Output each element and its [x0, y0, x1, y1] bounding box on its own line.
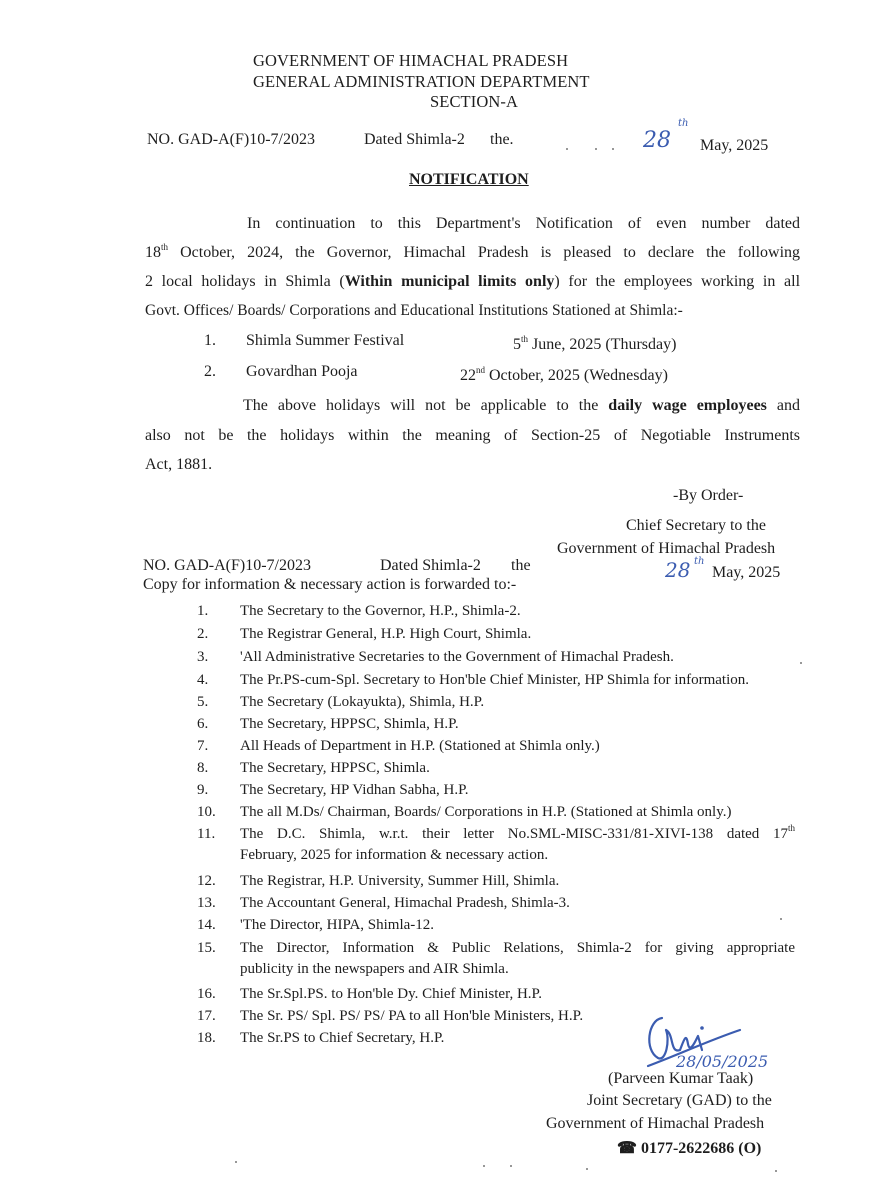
body-p1-line4: Govt. Offices/ Boards/ Corporations and Educational Institutions Stationed at Shimla:- — [145, 302, 683, 319]
copy-item-14: 14. 'The Director, HIPA, Shimla-12. — [197, 917, 435, 933]
copy-item-5: 5. The Secretary (Lokayukta), Shimla, H.P. — [197, 694, 485, 710]
signatory-government: Government of Himachal Pradesh — [546, 1115, 765, 1132]
holiday-1-date: 5th June, 2025 (Thursday) — [513, 334, 677, 353]
reference-dated: Dated Shimla-2 — [364, 131, 465, 148]
copy-item-11-line1: The D.C. Shimla, w.r.t. their letter No.SML-MISC-331/81-XIVI-138 dated 17th — [240, 823, 795, 842]
header-government: GOVERNMENT OF HIMACHAL PRADESH — [253, 51, 569, 70]
holiday-2-date: 22nd October, 2025 (Wednesday) — [460, 365, 668, 384]
copy-item-4: 4. The Pr.PS-cum-Spl. Secretary to Hon'ble Chief Minister, HP Shimla for information. — [197, 672, 749, 688]
copy-item-12: 12. The Registrar, H.P. University, Summer Hill, Shimla. — [197, 873, 560, 889]
copy-intro: Copy for information & necessary action is forwarded to:- — [143, 576, 517, 593]
copy-item-9: 9. The Secretary, HP Vidhan Sabha, H.P. — [197, 782, 469, 798]
telephone-icon: ☎ — [617, 1140, 637, 1157]
holiday-1-name: Shimla Summer Festival — [246, 332, 405, 349]
copy-month-year: May, 2025 — [712, 564, 781, 581]
holiday-2-name: Govardhan Pooja — [246, 363, 358, 380]
body-p2-line2: also not be the holidays within the meaning of Section-25 of Negotiable Instruments — [145, 427, 800, 444]
signatory-phone: ☎ 0177-2622686 (O) — [617, 1140, 762, 1157]
order-designation: Chief Secretary to the — [626, 517, 766, 534]
handwritten-date-day: 28 — [643, 128, 671, 153]
signatory-name: (Parveen Kumar Taak) — [608, 1070, 754, 1087]
copy-item-1: 1. The Secretary to the Governor, H.P., Shimla-2. — [197, 603, 521, 619]
body-p2-line3: Act, 1881. — [145, 456, 213, 473]
copy-item-8: 8. The Secretary, HPPSC, Shimla. — [197, 760, 430, 776]
copy-item-10: 10. The all M.Ds/ Chairman, Boards/ Corporations in H.P. (Stationed at Shimla only.) — [197, 804, 732, 820]
copy-item-15-line2: publicity in the newspapers and AIR Shimla. — [240, 961, 509, 977]
holiday-2-num: 2. — [204, 363, 216, 380]
copy-item-11: 11. The D.C. Shimla, w.r.t. their letter No.SML-MISC-331/81-XIVI-138 dated 17th February, 2025 for information & necessary action. — [197, 823, 795, 863]
signature-date: 28/05/2025 — [676, 1052, 769, 1071]
body-p1-line1: In continuation to this Department's Notification of even number dated — [247, 215, 800, 232]
copy-handwritten-suffix: th — [694, 556, 705, 567]
copy-item-7: 7. All Heads of Department in H.P. (Stationed at Shimla only.) — [197, 738, 600, 754]
order-government: Government of Himachal Pradesh — [557, 540, 776, 557]
holiday-1-num: 1. — [204, 332, 216, 349]
reference-month-year: May, 2025 — [700, 137, 769, 154]
by-order: -By Order- — [673, 487, 744, 504]
handwritten-date-suffix: th — [678, 118, 689, 129]
signatory-designation: Joint Secretary (GAD) to the — [587, 1092, 772, 1109]
copy-item-17: 17. The Sr. PS/ Spl. PS/ PS/ PA to all Hon'ble Ministers, H.P. — [197, 1008, 584, 1024]
copy-item-6: 6. The Secretary, HPPSC, Shimla, H.P. — [197, 716, 459, 732]
copy-item-13: 13. The Accountant General, Himachal Pradesh, Shimla-3. — [197, 895, 570, 911]
copy-reference-the: the — [511, 557, 531, 574]
copy-reference-number: NO. GAD-A(F)10-7/2023 — [143, 557, 311, 574]
copy-item-11-line2: February, 2025 for information & necessary action. — [240, 847, 549, 863]
body-p1-line3: 2 local holidays in Shimla (Within municipal limits only) for the employees working in all — [145, 273, 801, 290]
copy-reference-dated: Dated Shimla-2 — [380, 557, 481, 574]
copy-handwritten-day: 28 — [665, 558, 691, 582]
header-section: SECTION-A — [430, 92, 518, 111]
notification-title: NOTIFICATION — [409, 171, 529, 188]
reference-the: the. — [490, 131, 514, 148]
copy-item-18: 18. The Sr.PS to Chief Secretary, H.P. — [197, 1030, 445, 1046]
copy-item-16: 16. The Sr.Spl.PS. to Hon'ble Dy. Chief Minister, H.P. — [197, 986, 542, 1002]
header-department: GENERAL ADMINISTRATION DEPARTMENT — [253, 72, 590, 91]
reference-number: NO. GAD-A(F)10-7/2023 — [147, 131, 315, 148]
body-p2-line1: The above holidays will not be applicable to the daily wage employees and — [243, 397, 800, 414]
body-p1-line2: 18th October, 2024, the Governor, Himachal Pradesh is pleased to declare the following — [145, 242, 801, 261]
copy-item-15-line1: The Director, Information & Public Relations, Shimla-2 for giving appropriate — [240, 940, 795, 956]
copy-item-2: 2. The Registrar General, H.P. High Court, Shimla. — [197, 626, 532, 642]
copy-item-15: 15. The Director, Information & Public Relations, Shimla-2 for giving appropriate publicity in the newspapers and AIR Shimla. — [197, 940, 795, 977]
copy-item-3: 3. 'All Administrative Secretaries to the Government of Himachal Pradesh. — [197, 649, 674, 665]
